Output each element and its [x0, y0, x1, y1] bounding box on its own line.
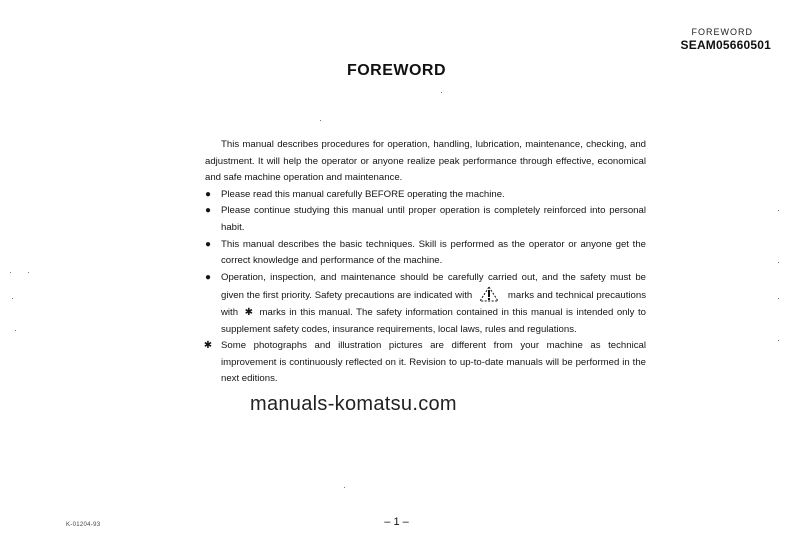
list-item	[205, 237, 646, 270]
bullet-dot-icon: ●	[204, 238, 212, 250]
list-item-text: Some photographs and illustration pictures are different from your machine as technical improvement is continuously reflected on it. Revision to up-to-date manuals will be performed in the next editions.	[221, 340, 646, 385]
intro-paragraph: This manual describes procedures for operation, handling, lubrication, maintenance, checking, and adjustment. It will help the operator or anyone realize peak performance through effective, economical and safe machine operation and maintenance.	[205, 139, 646, 184]
list-item	[205, 338, 646, 388]
watermark-text: manuals-komatsu.com	[250, 393, 457, 415]
list-item-text: Please read this manual carefully BEFORE operating the machine.	[221, 188, 505, 200]
scan-speck	[778, 210, 779, 211]
scan-speck	[778, 262, 779, 263]
list-item	[205, 187, 646, 204]
warning-triangle-icon	[479, 286, 499, 302]
scan-speck	[344, 487, 345, 488]
scan-speck	[320, 120, 321, 121]
scan-speck	[12, 298, 13, 299]
list-item-text: marks in this manual. The safety information contained in this manual is intended only to supplement safety codes, insurance requirements, local laws, rules and regulations.	[221, 306, 646, 335]
header-section-label: FOREWORD	[691, 27, 753, 37]
scan-speck	[778, 298, 779, 299]
scan-speck	[441, 92, 442, 93]
bullet-dot-icon: ●	[204, 205, 212, 217]
list-item-text: This manual describes the basic techniques. Skill is performed as the operator or anyone get the correct knowledge and performance of the machine.	[221, 238, 646, 267]
scan-speck	[15, 330, 16, 331]
scan-speck	[28, 272, 29, 273]
list-item	[205, 270, 646, 338]
asterisk-bullet-icon: ✱	[203, 340, 213, 352]
document-code: SEAM05660501	[680, 38, 771, 52]
list-item-text: marks and technical precautions with	[221, 290, 646, 318]
list-item-text: Operation, inspection, and maintenance should be carefully carried out, and the safety must be given the first priority. Safety precautions are indicated with	[221, 271, 646, 302]
bullet-list	[205, 187, 646, 388]
list-item-text: Please continue studying this manual until proper operation is completely reinforced into personal habit.	[221, 205, 646, 233]
star-icon: ✱	[244, 306, 253, 318]
footer-code: K-01204-93	[66, 522, 101, 528]
bullet-dot-icon: ●	[204, 188, 212, 200]
foreword-body	[205, 137, 646, 388]
scan-speck	[778, 340, 779, 341]
bullet-dot-icon: ●	[204, 271, 212, 283]
page-title: FOREWORD	[346, 62, 447, 79]
page-number: – 1 –	[384, 516, 409, 528]
list-item	[205, 203, 646, 236]
scan-speck	[10, 272, 11, 273]
